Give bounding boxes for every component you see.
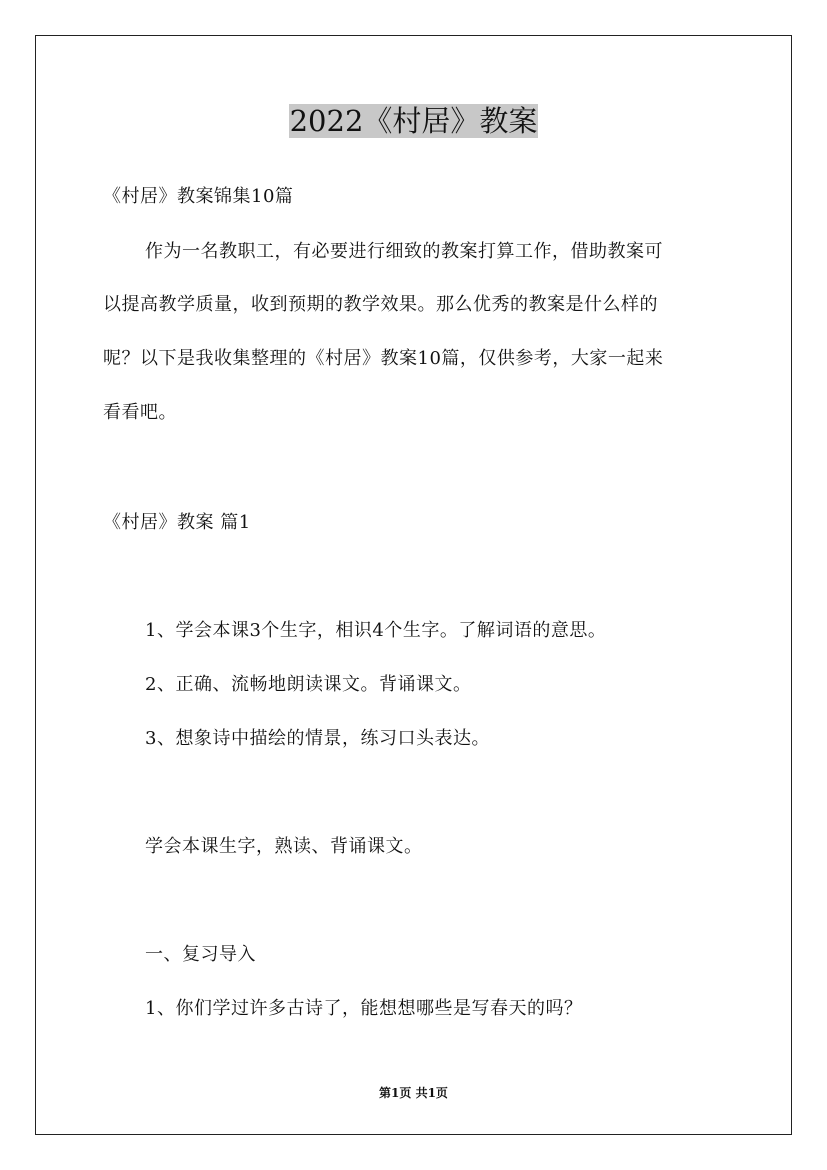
document-title-wrap <box>0 100 827 142</box>
document-title: 2022《村居》教案 <box>289 104 538 138</box>
objective-item-3: 3、想象诗中描绘的情景，练习口头表达。 <box>145 728 490 749</box>
intro-line-2: 以提高教学质量，收到预期的教学效果。那么优秀的教案是什么样的 <box>103 294 658 315</box>
section-heading: 《村居》教案 篇1 <box>103 512 251 533</box>
step-item-1: 1、你们学过许多古诗了，能想想哪些是写春天的吗？ <box>145 998 583 1019</box>
key-point: 学会本课生字，熟读、背诵课文。 <box>145 836 423 857</box>
collection-subtitle: 《村居》教案锦集10篇 <box>103 186 294 207</box>
objective-item-2: 2、正确、流畅地朗读课文。背诵课文。 <box>145 674 472 695</box>
objective-item-1: 1、学会本课3个生字，相识4个生字。了解词语的意思。 <box>145 620 607 641</box>
intro-line-3: 呢？以下是我收集整理的《村居》教案10篇，仅供参考，大家一起来 <box>103 348 664 369</box>
intro-line-4: 看看吧。 <box>103 402 177 423</box>
step-heading: 一、复习导入 <box>145 944 256 965</box>
page-footer: 第1页 共1页 <box>379 1086 448 1100</box>
intro-line-1: 作为一名教职工，有必要进行细致的教案打算工作，借助教案可 <box>145 241 663 262</box>
